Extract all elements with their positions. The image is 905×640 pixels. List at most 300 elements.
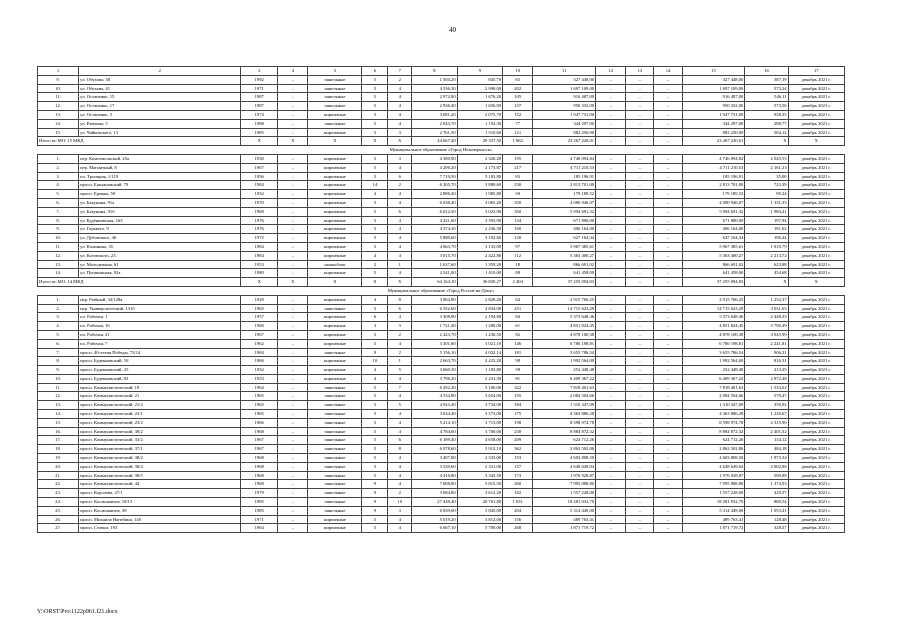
table-cell: – <box>278 330 308 339</box>
table-cell: 1 192,30 <box>457 119 502 128</box>
table-cell: 83 <box>503 172 533 181</box>
table-cell: – <box>626 128 654 137</box>
table-cell: панельные <box>308 427 362 436</box>
table-cell: – <box>626 436 654 445</box>
table-cell: – <box>654 242 682 251</box>
table-cell: 1 984,41 <box>745 207 788 216</box>
table-cell: 2 972,80 <box>412 93 457 102</box>
table-cell: – <box>626 471 654 480</box>
table-cell: 230 <box>503 181 533 190</box>
table-cell: 3 734,00 <box>457 401 502 410</box>
table-cell: 5 183,80 <box>457 172 502 181</box>
table-cell: – <box>654 190 682 199</box>
table-cell: 14. <box>38 269 79 278</box>
table-cell: кирпичные <box>308 330 362 339</box>
table-cell: ул. Рамзина, 5 <box>79 119 241 128</box>
total-cell: 2 404 <box>503 278 533 287</box>
table-cell: 11. <box>38 242 79 251</box>
table-cell: 9 <box>362 498 388 507</box>
table-cell: 20. <box>38 462 79 471</box>
table-cell: 22. <box>38 480 79 489</box>
table-cell: 1962 <box>241 339 278 348</box>
table-cell: 1979 <box>241 489 278 498</box>
table-cell: – <box>626 515 654 524</box>
table-cell: 4 416,80 <box>412 471 457 480</box>
table-cell: 1967 <box>241 163 278 172</box>
table-cell: 1 374,93 <box>745 480 788 489</box>
table-cell: 6 <box>388 304 412 313</box>
table-cell: 1 992 564,00 <box>533 357 596 366</box>
table-cell: 5 967 385,61 <box>533 242 596 251</box>
table-cell: 173 <box>503 471 533 480</box>
table-cell: – <box>626 304 654 313</box>
table-cell: 8 598 974,78 <box>533 418 596 427</box>
table-cell: 105 <box>503 93 533 102</box>
table-cell: – <box>626 172 654 181</box>
table-cell: – <box>626 366 654 375</box>
table-cell: 1988 <box>241 119 278 128</box>
table-cell: 344 297,00 <box>533 119 596 128</box>
table-cell: 1970 <box>241 198 278 207</box>
table-cell: – <box>596 489 626 498</box>
table-cell: пл. Рабочая, 10 <box>79 322 241 331</box>
table-cell: 546,11 <box>745 93 788 102</box>
table-cell: 5 967 385,61 <box>682 242 745 251</box>
table-cell: – <box>596 110 626 119</box>
table-cell: 14. <box>38 119 79 128</box>
table-row <box>38 454 845 463</box>
table-cell: 4 <box>388 515 412 524</box>
table-cell: просп. 40-летия Победы, 73/14 <box>79 348 241 357</box>
table-cell: – <box>596 295 626 304</box>
table-cell: 8. <box>38 357 79 366</box>
table-cell: 1964 <box>241 383 278 392</box>
table-cell: ул. Остапенко, 15 <box>79 93 241 102</box>
column-number: 12 <box>596 67 626 76</box>
table-cell: 6 292,30 <box>412 383 457 392</box>
page-number: 40 <box>449 26 456 34</box>
table-cell: 2 422,80 <box>457 251 502 260</box>
table-cell: 4. <box>38 181 79 190</box>
column-number: 8 <box>412 67 457 76</box>
table-row <box>38 445 845 454</box>
table-cell: 5 <box>362 154 388 163</box>
table-cell: 1953 <box>241 260 278 269</box>
table-cell: – <box>278 462 308 471</box>
table-cell: 175 <box>503 410 533 419</box>
table-cell: 185 196,91 <box>682 172 745 181</box>
table-cell: 17. <box>38 436 79 445</box>
table-cell: 5 <box>362 524 388 533</box>
table-cell: – <box>596 392 626 401</box>
table-cell: 1 697 109,00 <box>533 84 596 93</box>
table-cell: 1. <box>38 154 79 163</box>
table-cell: 153 <box>503 454 533 463</box>
table-cell: 2 194,80 <box>457 313 502 322</box>
table-cell: декабрь 2021 г. <box>788 225 844 234</box>
table-cell: 641 458,00 <box>682 269 745 278</box>
table-cell: – <box>596 322 626 331</box>
table-cell: 112 <box>503 251 533 260</box>
table-cell: 4. <box>38 322 79 331</box>
table-cell: 489 763,41 <box>533 515 596 524</box>
table-cell: 4 363 886,28 <box>682 410 745 419</box>
table-cell: 1964 <box>241 524 278 533</box>
table-cell: 1985 <box>241 128 278 137</box>
table-cell: – <box>596 445 626 454</box>
table-cell: – <box>654 374 682 383</box>
total-cell: – <box>596 278 626 287</box>
table-cell: – <box>654 172 682 181</box>
table-cell: панельные <box>308 506 362 515</box>
table-cell: пл. Рабочая, 7 <box>79 339 241 348</box>
table-cell: 1969 <box>241 207 278 216</box>
table-cell: декабрь 2021 г. <box>788 480 844 489</box>
table-cell: – <box>596 366 626 375</box>
table-cell: 15. <box>38 418 79 427</box>
table-cell: 9. <box>38 225 79 234</box>
table-cell: декабрь 2021 г. <box>788 128 844 137</box>
table-cell: 5 <box>362 84 388 93</box>
total-label: Итого по МО: 14 МКД <box>38 278 241 287</box>
table-cell: 4 <box>388 462 412 471</box>
table-cell: – <box>596 339 626 348</box>
table-cell: – <box>278 322 308 331</box>
table-cell: 134 <box>503 216 533 225</box>
table-cell: – <box>278 524 308 533</box>
table-row <box>38 93 845 102</box>
total-cell: 64 164,10 <box>412 278 457 287</box>
table-cell: 3 796,20 <box>412 374 457 383</box>
table-cell: 1985 <box>241 498 278 507</box>
table-cell: 6 012,50 <box>412 207 457 216</box>
table-cell: 2 936,40 <box>412 102 457 111</box>
table-cell: 866 691,02 <box>682 260 745 269</box>
table-cell: 6 <box>388 436 412 445</box>
table-cell: 2 872,48 <box>745 374 788 383</box>
table-cell: декабрь 2021 г. <box>788 357 844 366</box>
table-cell: – <box>278 506 308 515</box>
section-header-row <box>38 286 845 295</box>
table-cell: – <box>654 524 682 533</box>
table-cell: просп. Космонавтов, 18/15 <box>79 498 241 507</box>
table-cell: 3 345,50 <box>457 471 502 480</box>
table-cell: – <box>654 330 682 339</box>
column-number: 13 <box>626 67 654 76</box>
table-cell: – <box>596 401 626 410</box>
table-cell: 1968 <box>241 462 278 471</box>
table-cell: декабрь 2021 г. <box>788 313 844 322</box>
table-row <box>38 480 845 489</box>
total-cell: – <box>654 137 682 146</box>
table-cell: – <box>596 330 626 339</box>
table-cell: ул. Дубовского, 46 <box>79 234 241 243</box>
table-cell: 1 252,37 <box>745 295 788 304</box>
table-cell: – <box>626 207 654 216</box>
table-cell: 120 <box>503 234 533 243</box>
table-cell: 4 <box>388 374 412 383</box>
table-cell: 627 164,34 <box>682 234 745 243</box>
table-cell: 5 156,10 <box>412 348 457 357</box>
table-cell: 1 410,00 <box>457 269 502 278</box>
table-cell: 195 <box>503 154 533 163</box>
table-cell: 197,94 <box>745 216 788 225</box>
table-cell: – <box>596 498 626 507</box>
table-cell: 5 <box>388 401 412 410</box>
table-cell: – <box>596 427 626 436</box>
table-cell: 4 <box>388 392 412 401</box>
table-cell: – <box>596 506 626 515</box>
table-cell: 4 603 808,50 <box>533 454 596 463</box>
table-cell: 5 <box>362 269 388 278</box>
table-cell: – <box>654 110 682 119</box>
table-cell: декабрь 2021 г. <box>788 75 844 84</box>
table-cell: – <box>596 260 626 269</box>
table-cell: – <box>626 110 654 119</box>
table-cell: 1952 <box>241 366 278 375</box>
table-cell: 1 359,20 <box>457 260 502 269</box>
table-cell: – <box>654 427 682 436</box>
table-cell: 3. <box>38 313 79 322</box>
table-cell: 3 015,70 <box>412 251 457 260</box>
table-cell: 3 684,80 <box>412 489 457 498</box>
table-cell: – <box>278 401 308 410</box>
table-cell: 1 310 347,09 <box>682 401 745 410</box>
table-cell: – <box>626 84 654 93</box>
table-cell: 1 992 564,00 <box>682 357 745 366</box>
table-cell: 252 448,48 <box>533 366 596 375</box>
table-cell: кирпичные <box>308 357 362 366</box>
table-cell: 327 448,00 <box>533 75 596 84</box>
table-cell: 2 998,00 <box>457 84 502 93</box>
table-cell: – <box>278 119 308 128</box>
table-cell: 1 504,20 <box>412 75 457 84</box>
table-cell: 2 <box>362 260 388 269</box>
table-cell: 6 352,60 <box>412 304 457 313</box>
table-cell: кирпичные <box>308 163 362 172</box>
table-cell: 61 <box>503 322 533 331</box>
table-cell: 14 <box>362 181 388 190</box>
table-cell: 4 <box>388 102 412 111</box>
table-cell: 4 <box>388 410 412 419</box>
table-cell: 4 603 808,50 <box>682 454 745 463</box>
table-cell: 4 784,60 <box>412 427 457 436</box>
table-cell: – <box>278 172 308 181</box>
table-cell: 1 976 928,87 <box>533 471 596 480</box>
column-number: 10 <box>503 67 533 76</box>
table-cell: 5 <box>362 198 388 207</box>
table-cell: – <box>654 322 682 331</box>
table-cell: 2 333,00 <box>457 454 502 463</box>
table-cell: панельные <box>308 462 362 471</box>
table-cell: 5 <box>362 216 388 225</box>
table-cell: 7 <box>388 383 412 392</box>
table-cell: 1957 <box>241 313 278 322</box>
table-cell: 3 081,20 <box>412 110 457 119</box>
table-cell: – <box>626 260 654 269</box>
table-cell: 4 <box>388 216 412 225</box>
table-cell: – <box>596 471 626 480</box>
table-cell: панельные <box>308 304 362 313</box>
table-cell: 202 <box>503 84 533 93</box>
table-cell: декабрь 2021 г. <box>788 322 844 331</box>
table-cell: 2 663,70 <box>412 357 457 366</box>
table-cell: 1984 <box>241 181 278 190</box>
table-cell: – <box>596 207 626 216</box>
table-cell: 24. <box>38 498 79 507</box>
table-cell: 1967 <box>241 445 278 454</box>
table-cell: – <box>596 374 626 383</box>
table-cell: – <box>626 383 654 392</box>
table-cell: 10. <box>38 374 79 383</box>
table-cell: 8. <box>38 216 79 225</box>
table-row <box>38 357 845 366</box>
table-cell: 1 <box>388 357 412 366</box>
table-cell: 2 401,32 <box>745 427 788 436</box>
table-cell: – <box>626 234 654 243</box>
table-cell: кирпичные <box>308 181 362 190</box>
table-cell: просп. Коммунистический, 33/2 <box>79 436 241 445</box>
table-cell: – <box>626 524 654 533</box>
table-cell: 5 <box>362 110 388 119</box>
table-cell: 2. <box>38 163 79 172</box>
table-row <box>38 498 845 507</box>
table-cell: 5 <box>362 515 388 524</box>
table-cell: 260 <box>503 480 533 489</box>
table-cell: 9. <box>38 366 79 375</box>
table-cell: – <box>626 216 654 225</box>
table-cell: – <box>654 84 682 93</box>
table-cell: 152 <box>503 110 533 119</box>
table-cell: 2 173,87 <box>457 163 502 172</box>
table-cell: 570,47 <box>745 392 788 401</box>
table-cell: 950 332,00 <box>682 102 745 111</box>
table-cell: 4 <box>388 454 412 463</box>
table-cell: – <box>596 93 626 102</box>
table-cell: просп. Буденновский, 16 <box>79 357 241 366</box>
table-cell: 429,57 <box>745 489 788 498</box>
table-cell: 5. <box>38 190 79 199</box>
table-cell: – <box>654 506 682 515</box>
table-cell: 5 <box>388 366 412 375</box>
table-cell: 2 315,90 <box>745 418 788 427</box>
table-cell: 327 448,00 <box>682 75 745 84</box>
housing-repair-table <box>37 66 845 533</box>
table-cell: – <box>626 225 654 234</box>
table-cell: 641 458,00 <box>533 269 596 278</box>
table-cell: 5 363 400,27 <box>533 251 596 260</box>
table-cell: декабрь 2021 г. <box>788 498 844 507</box>
table-cell: – <box>278 163 308 172</box>
table-cell: 2 <box>388 75 412 84</box>
table-cell: 623,88 <box>745 260 788 269</box>
section-title: Муниципальное образование «Город Новочеркасск» <box>38 146 845 155</box>
table-cell: – <box>596 313 626 322</box>
table-cell: 4 878 100,38 <box>533 330 596 339</box>
table-cell: – <box>626 498 654 507</box>
table-cell: – <box>626 392 654 401</box>
table-cell: 156 <box>503 515 533 524</box>
table-cell: 5 214,10 <box>412 418 457 427</box>
table-cell: 35,00 <box>745 172 788 181</box>
table-cell: – <box>626 339 654 348</box>
table-cell: ул. Будённовская, 163 <box>79 216 241 225</box>
table-cell: 4 711 210,53 <box>682 163 745 172</box>
table-cell: 1 533,02 <box>745 383 788 392</box>
table-cell: 5 <box>362 383 388 392</box>
table-cell: 1976 <box>241 216 278 225</box>
table-cell: 65 <box>503 75 533 84</box>
table-cell: – <box>278 410 308 419</box>
table-cell: просп. Королева, 27/1 <box>79 489 241 498</box>
table-cell: просп. Коммунистический, 37/1 <box>79 445 241 454</box>
table-cell: 137 <box>503 102 533 111</box>
table-cell: декабрь 2021 г. <box>788 251 844 260</box>
table-cell: 4 032,14 <box>457 348 502 357</box>
table-cell: 2 761,50 <box>412 128 457 137</box>
table-cell: 4 <box>388 269 412 278</box>
table-cell: – <box>596 84 626 93</box>
table-cell: 1953 <box>241 374 278 383</box>
table-row <box>38 234 845 243</box>
table-cell: 5 <box>362 304 388 313</box>
table-cell: 3 654,00 <box>457 392 502 401</box>
table-body <box>38 67 845 533</box>
table-cell: ул. Пушкинская, 92а <box>79 269 241 278</box>
table-cell: 3 192,60 <box>457 234 502 243</box>
table-cell: – <box>654 498 682 507</box>
table-cell: 1930 <box>241 154 278 163</box>
column-number: 7 <box>388 67 412 76</box>
table-cell: декабрь 2021 г. <box>788 190 844 199</box>
table-cell: 627 164,34 <box>533 234 596 243</box>
table-cell: – <box>654 401 682 410</box>
total-cell: X <box>745 278 788 287</box>
table-cell: просп. Коммунистический, 30/2 <box>79 427 241 436</box>
table-cell: 179 189,52 <box>682 190 745 199</box>
table-cell: 4 <box>388 427 412 436</box>
table-cell: кирпичные <box>308 269 362 278</box>
table-cell: 322 <box>503 383 533 392</box>
total-cell: X <box>308 137 362 146</box>
table-cell: 251 <box>503 304 533 313</box>
table-cell: 19. <box>38 454 79 463</box>
table-row <box>38 339 845 348</box>
table-cell: ул. Обухова, 41 <box>79 84 241 93</box>
table-cell: 8 <box>388 295 412 304</box>
table-cell: 1 676,20 <box>457 93 502 102</box>
table-cell: 7 719,50 <box>412 172 457 181</box>
table-cell: 134,12 <box>745 436 788 445</box>
table-cell: 1968 <box>241 454 278 463</box>
table-cell: 5 <box>362 410 388 419</box>
table-cell: декабрь 2021 г. <box>788 234 844 243</box>
table-cell: 1965 <box>241 401 278 410</box>
table-cell: декабрь 2021 г. <box>788 330 844 339</box>
total-cell: X <box>308 278 362 287</box>
table-cell: 3 <box>388 506 412 515</box>
table-cell: кирпичные <box>308 207 362 216</box>
table-cell: 362 <box>503 445 533 454</box>
table-row <box>38 401 845 410</box>
table-cell: – <box>278 454 308 463</box>
table-cell: – <box>596 128 626 137</box>
total-cell: 1 862 <box>503 137 533 146</box>
table-cell: кирпичные <box>308 515 362 524</box>
total-cell: X <box>745 137 788 146</box>
table-cell: 58 <box>503 366 533 375</box>
table-cell: 1 697 109,00 <box>682 84 745 93</box>
